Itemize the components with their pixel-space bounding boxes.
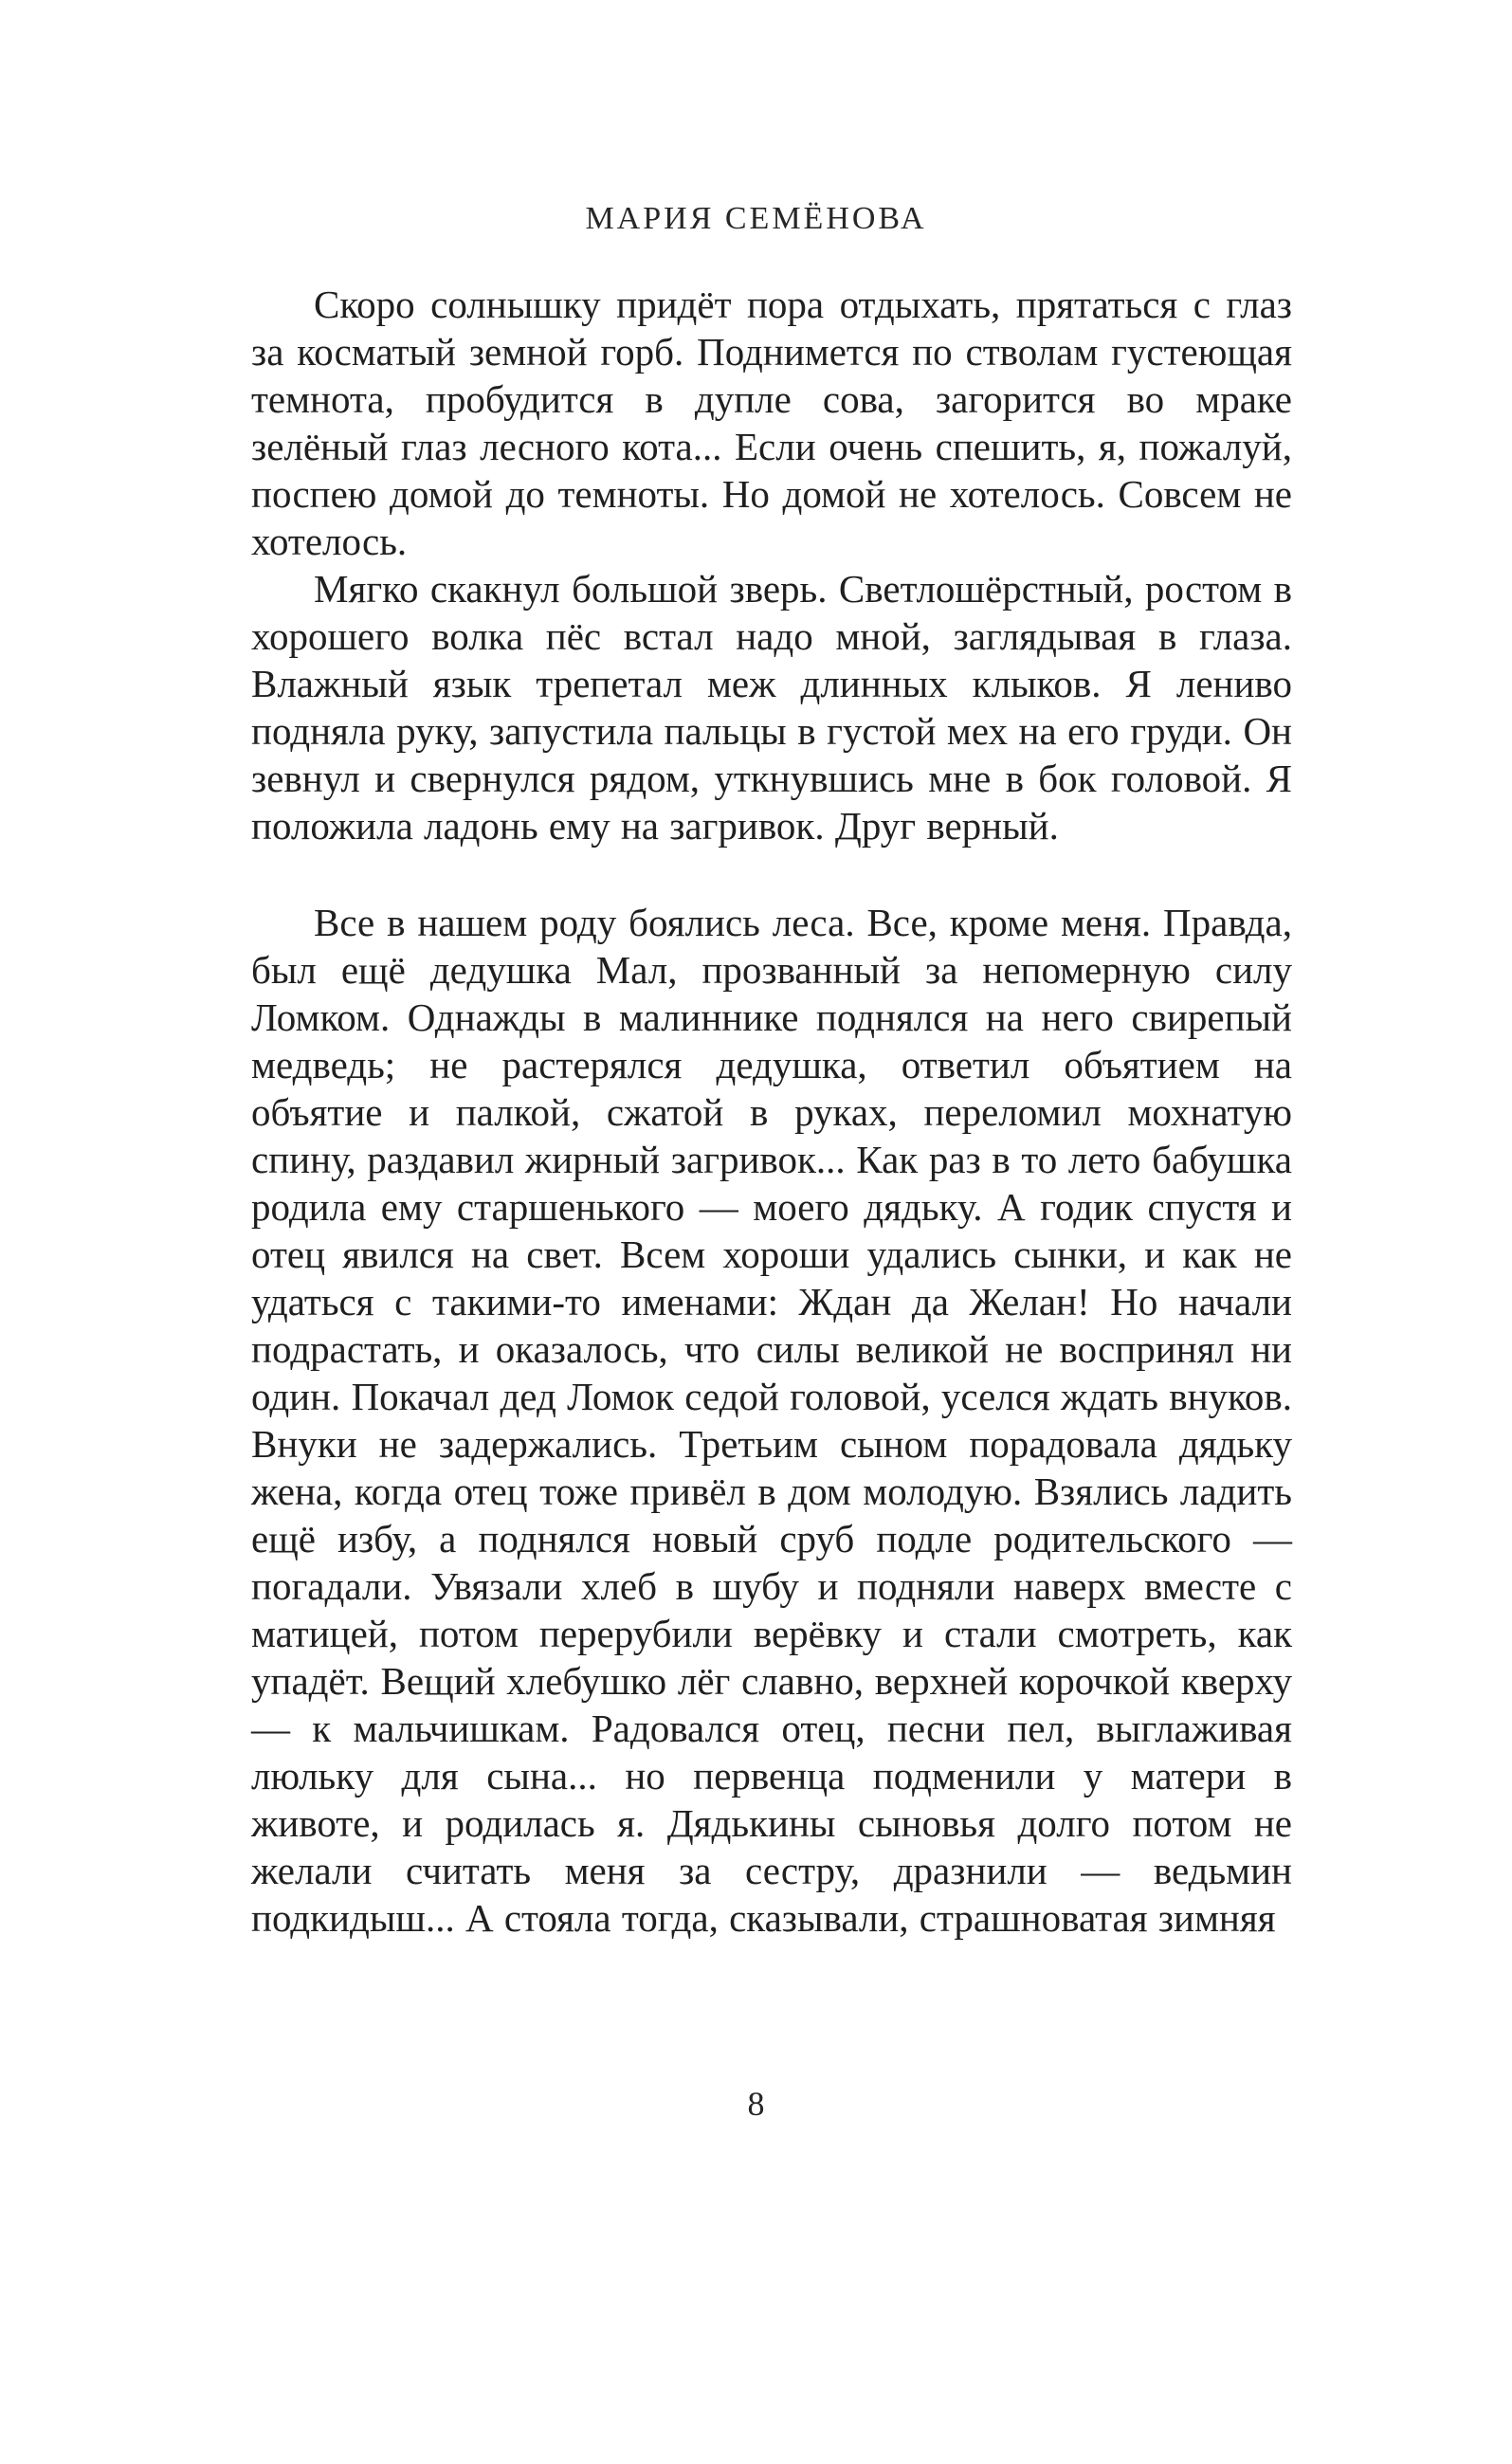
running-header: МАРИЯ СЕМЁНОВА — [585, 201, 927, 236]
paragraph: Мягко скакнул большой зверь. Светлошёрстный, ростом в хорошего волка пёс встал надо мной, заглядывая в глаза. Влажный язык трепетал меж длинных клыков. Я лениво подняла руку, запустила пальцы в густой мех на его груди. Он зевнул и свернулся рядом, уткнувшись мне в бок головой. Я положила ладонь ему на загривок. Друг верный. — [251, 567, 1292, 848]
paragraph: Все в нашем роду боялись леса. Все, кроме меня. Правда, был ещё дедушка Мал, прозванный за непомерную силу Ломком. Однажды в малиннике поднялся на него свирепый медведь; не растерялся дедушка, ответил объятием на объятие и палкой, сжатой в руках, переломил мохнатую спину, раздавил жирный загривок... Как раз в то лето бабушка родила ему старшенького — моего дядьку. А годик спустя и отец явился на свет. Всем хороши удались сынки, и как не удаться с такими-то именами: Ждан да Желан! Но начали подрастать, и оказалось, что силы великой не воспринял ни один. Покачал дед Ломок седой головой, уселся ждать внуков. Внуки не задержались. Третьим сыном порадовала дядьку жена, когда отец тоже привёл в дом молодую. Взялись ладить ещё избу, а поднялся новый сруб подле родительского — погадали. Увязали хлеб в шубу и подняли наверх вместе с матицей, потом перерубили верёвку и стали смотреть, как упадёт. Вещий хлебушко лёг славно, верхней корочкой кверху — к мальчишкам. Радовался отец, песни пел, выглаживая люльку для сына... но первенца подменили у матери в животе, и родилась я. Дядькины сыновья долго потом не желали считать меня за сестру, дразнили — ведьмин подкидыш... А стояла тогда, сказывали, страшноватая зимняя — [251, 901, 1292, 1940]
page-number: 8 — [747, 2085, 765, 2123]
paragraph: Скоро солнышку придёт пора отдыхать, прятаться с глаз за косматый земной горб. Поднимется по стволам густеющая темнота, пробудится в дупле сова, загорится во мраке зелёный глаз лесного кота... Если очень спешить, я, пожалуй, поспею домой до темноты. Но домой не хотелось. Совсем не хотелось. — [251, 283, 1292, 563]
text-block — [251, 281, 1292, 1942]
